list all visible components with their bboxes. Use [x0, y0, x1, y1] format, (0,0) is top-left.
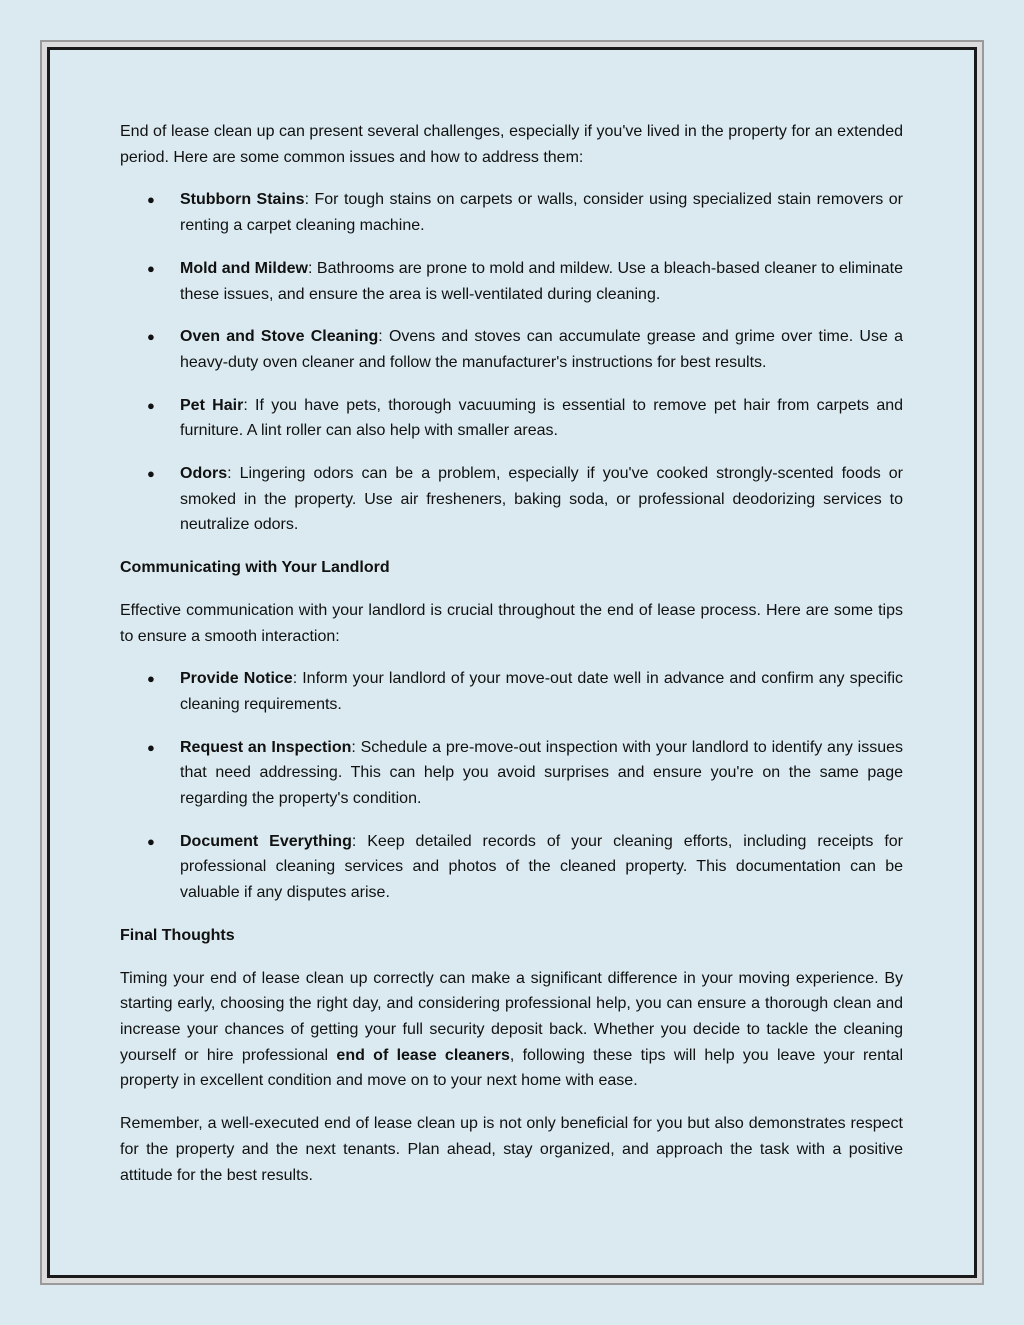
landlord-intro-paragraph: Effective communication with your landlord is crucial throughout the end of lease process. Here are some tips to ensure a smooth interaction:: [120, 601, 903, 645]
final-paragraph-1-end: , following these tips will help you leave your rental property in excellent condition and move on to your next home with ease.: [120, 1046, 903, 1090]
bullet-icon: ●: [147, 671, 155, 687]
list-item: [147, 393, 904, 444]
list-item-text: : If you have pets, thorough vacuuming is essential to remove pet hair from carpets and furniture. A lint roller can also help with smaller areas.: [180, 396, 904, 440]
list-item-term: Oven and Stove Cleaning: [180, 328, 379, 346]
final-paragraph-1-start: Timing your end of lease clean up correctly can make a significant difference in your moving experience. By starting early, choosing the right day, and considering professional help, you can ensure a thorough clean and increase your chances of getting your full security deposit back. Whether you decide to tackle the cleaning yourself or hire professional: [120, 969, 903, 1064]
list-item-term: Stubborn Stains: [180, 191, 305, 209]
list-item-term: Odors: [180, 465, 228, 483]
list-item-text: : Ovens and stoves can accumulate grease and grime over time. Use a heavy-duty oven cleaner and follow the manufacturer's instructions for best results.: [180, 328, 904, 371]
final-paragraph-2: Remember, a well-executed end of lease clean up is not only beneficial for you but also demonstrates respect for the property and the next tenants. Plan ahead, stay organized, and approach the task with a positive attitude for the best results.: [120, 1115, 903, 1184]
list-item-term: Provide Notice: [180, 670, 293, 688]
list-item-term: Document Everything: [180, 832, 352, 850]
landlord-tips-list: [120, 666, 903, 906]
list-item: [147, 666, 904, 717]
intro-paragraph: End of lease clean up can present several challenges, especially if you've lived in the property for an extended period. Here are some common issues and how to address them:: [120, 123, 903, 166]
challenges-list: [120, 187, 903, 538]
list-item-text: : For tough stains on carpets or walls, consider using specialized stain removers or renting a carpet cleaning machine.: [180, 191, 903, 235]
bullet-icon: ●: [147, 192, 155, 208]
section-heading-final: Final Thoughts: [120, 926, 235, 944]
bullet-icon: ●: [147, 833, 155, 849]
list-item-term: Pet Hair: [180, 396, 244, 414]
list-item: [147, 187, 903, 238]
final-paragraph-1: [120, 966, 903, 1095]
list-item: [147, 324, 904, 375]
bullet-icon: ●: [147, 397, 155, 413]
list-item-text: : Inform your landlord of your move-out date well in advance and confirm any specific cleaning requirements.: [180, 670, 904, 713]
list-item: [147, 461, 903, 538]
document-body: [120, 119, 903, 1205]
list-item: [147, 829, 904, 906]
section-heading-landlord: Communicating with Your Landlord: [120, 559, 390, 577]
list-item-text: : Lingering odors can be a problem, especially if you've cooked strongly-scented foods or smoked in the property. Use air fresheners, baking soda, or professional deodorizing services to neutralize odors.: [180, 465, 903, 534]
end-of-lease-cleaners-link[interactable]: end of lease cleaners: [336, 1046, 510, 1064]
list-item: [147, 735, 903, 812]
list-item: [147, 256, 903, 307]
list-item-term: Mold and Mildew: [180, 259, 308, 277]
bullet-icon: ●: [147, 739, 155, 755]
bullet-icon: ●: [147, 260, 155, 276]
bullet-icon: ●: [147, 329, 155, 345]
list-item-term: Request an Inspection: [180, 738, 352, 756]
list-item-text: : Schedule a pre-move-out inspection with your landlord to identify any issues that need addressing. This can help you avoid surprises and ensure you're on the same page regarding the property's condition.: [180, 738, 903, 808]
bullet-icon: ●: [147, 466, 155, 482]
list-item-text: : Keep detailed records of your cleaning efforts, including receipts for professional cleaning services and photos of the cleaned property. This documentation can be valuable if any disputes arise.: [180, 832, 904, 902]
list-item-text: : Bathrooms are prone to mold and mildew. Use a bleach-based cleaner to eliminate these issues, and ensure the area is well-ventilated during cleaning.: [180, 259, 903, 303]
